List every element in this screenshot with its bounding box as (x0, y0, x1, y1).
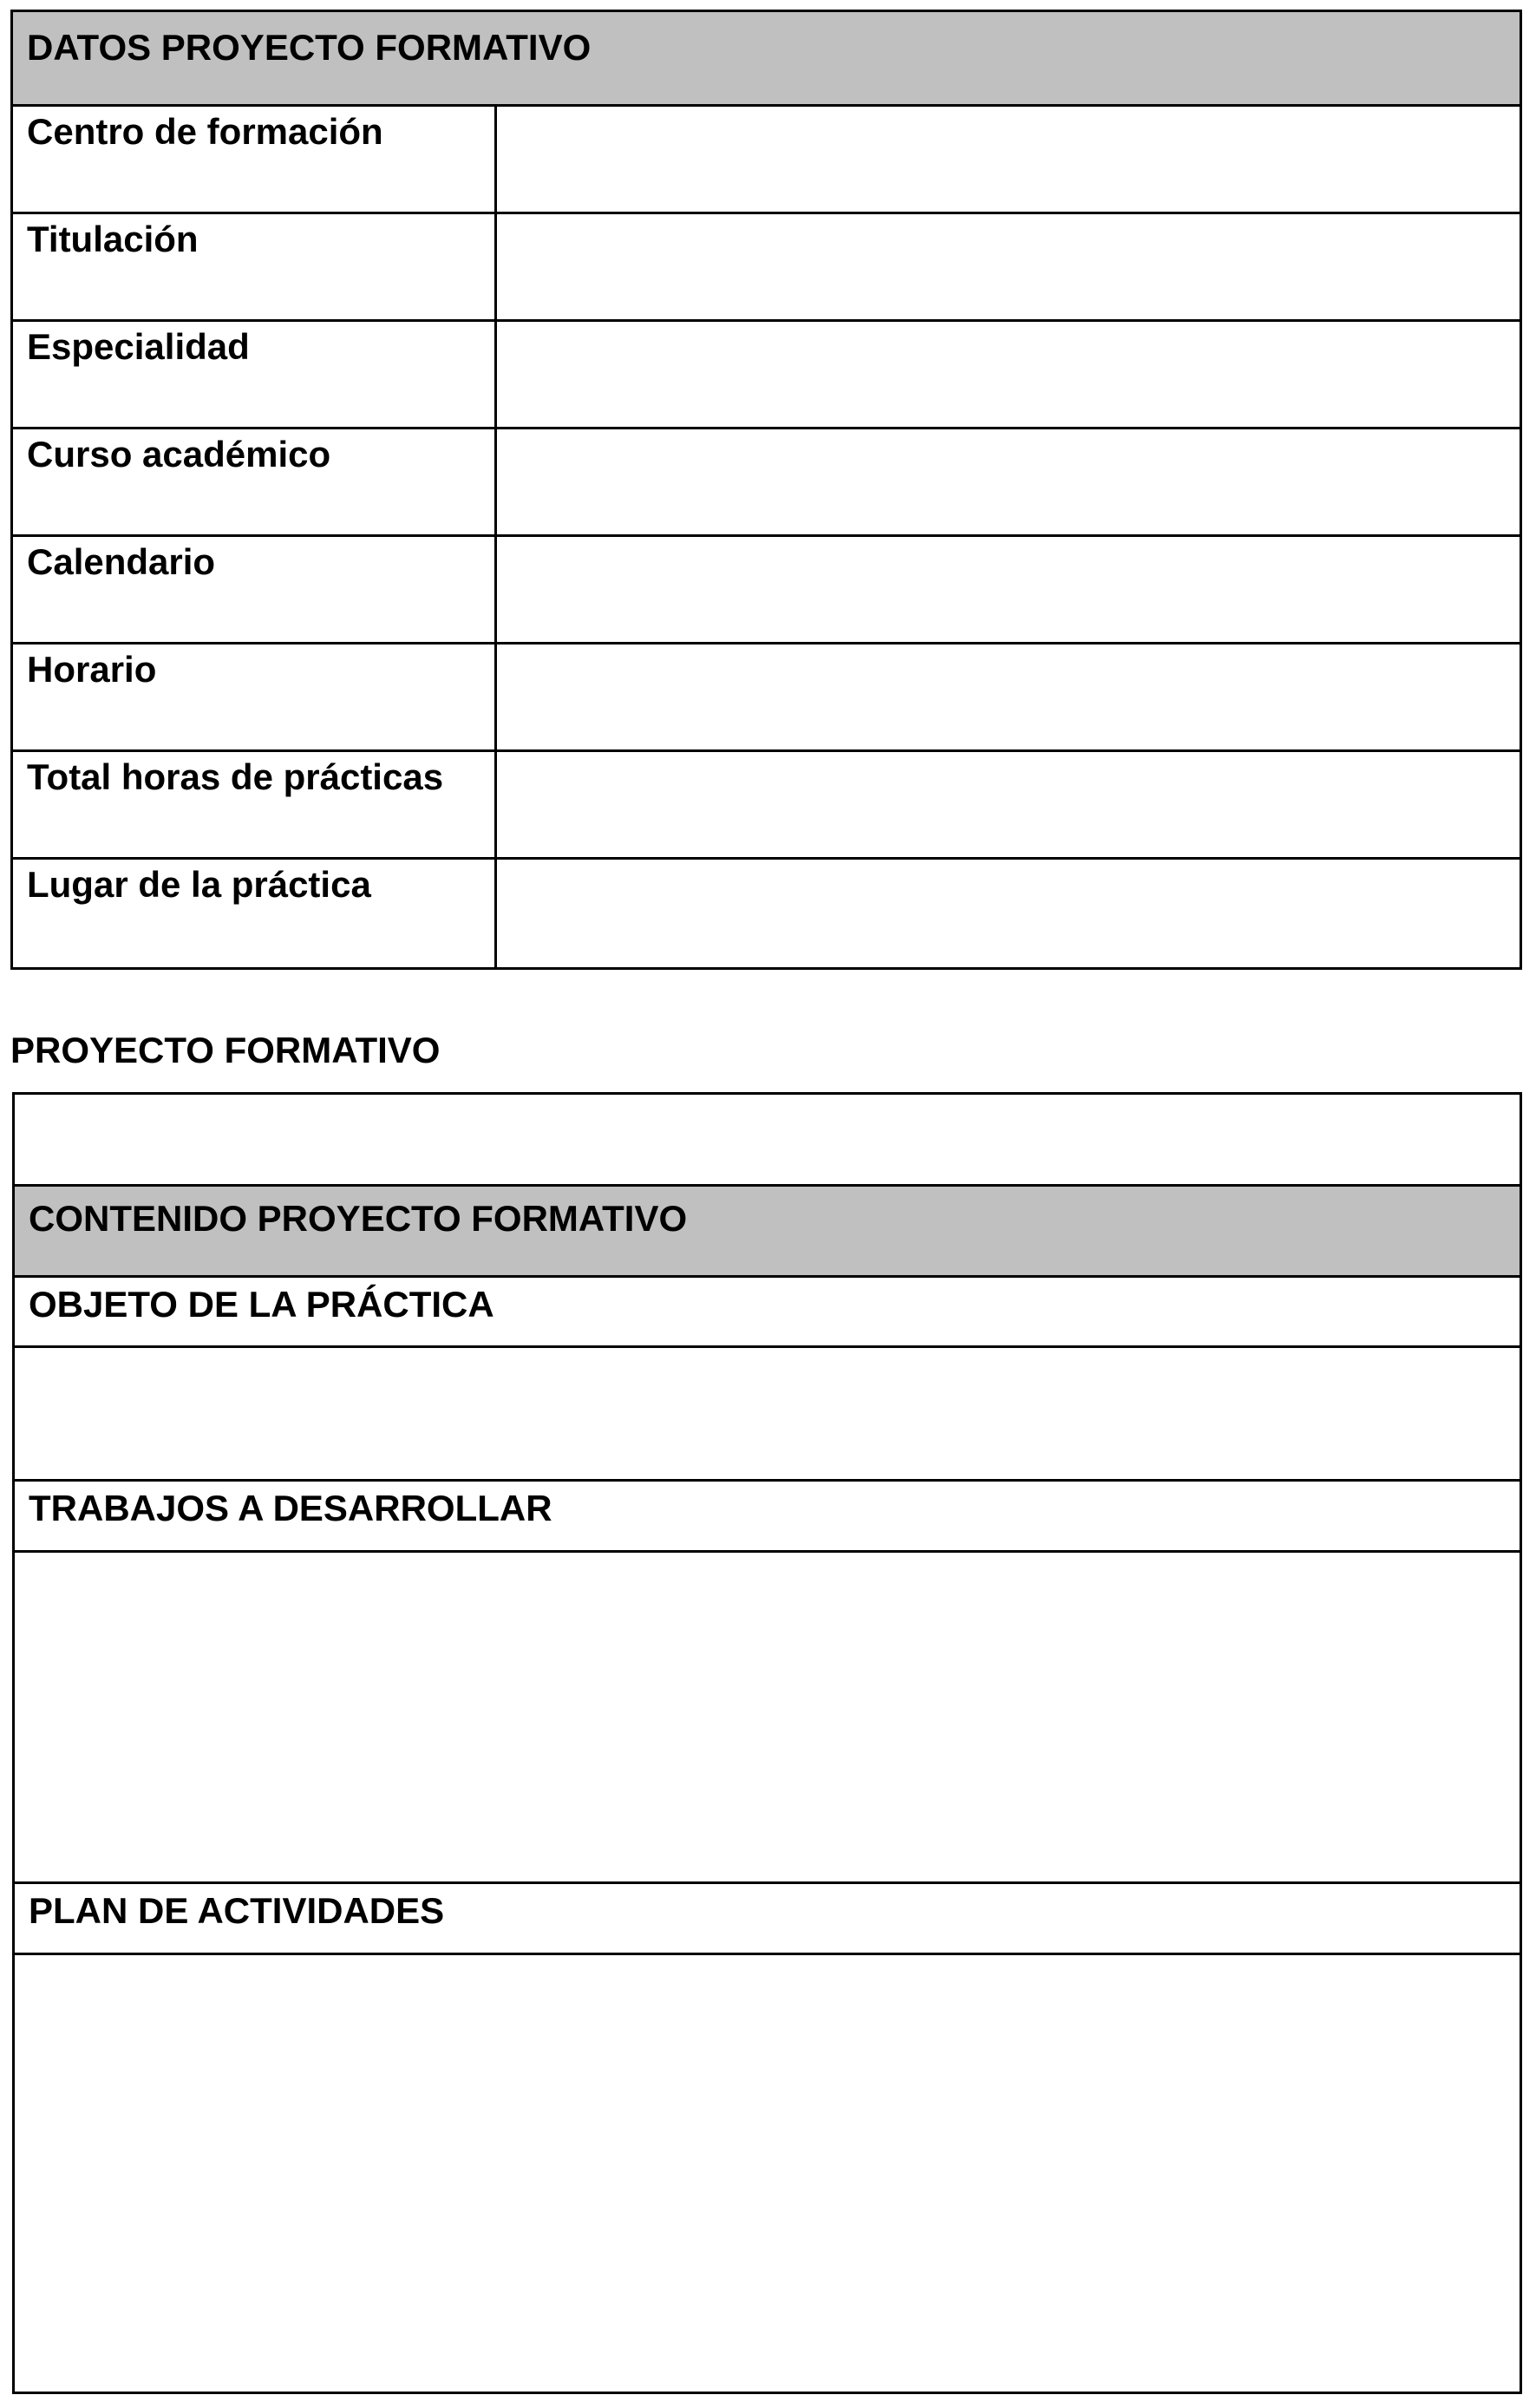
lugar-field[interactable] (497, 860, 1520, 967)
row-label: Total horas de prácticas (13, 752, 497, 857)
table-row (13, 537, 1520, 645)
row-label: Centro de formación (13, 107, 497, 212)
table-row (13, 107, 1520, 214)
trabajos-label: TRABAJOS A DESARROLLAR (15, 1482, 1520, 1553)
table-row (13, 214, 1520, 322)
table-row (13, 429, 1520, 537)
row-label: Especialidad (13, 322, 497, 427)
row-label: Lugar de la práctica (13, 860, 497, 967)
datos-header: DATOS PROYECTO FORMATIVO (13, 12, 1520, 107)
table-row (13, 860, 1520, 967)
centro-field[interactable] (497, 107, 1520, 212)
horario-field[interactable] (497, 645, 1520, 749)
curso-field[interactable] (497, 429, 1520, 534)
especialidad-field[interactable] (497, 322, 1520, 427)
objeto-field[interactable] (15, 1348, 1520, 1482)
calendario-field[interactable] (497, 537, 1520, 642)
section-title: PROYECTO FORMATIVO (10, 1030, 441, 1070)
table-row (13, 322, 1520, 429)
datos-proyecto-table (10, 10, 1522, 970)
row-label: Horario (13, 645, 497, 749)
row-label: Curso académico (13, 429, 497, 534)
proyecto-table (12, 1092, 1522, 2394)
proyecto-blank-field[interactable] (15, 1095, 1520, 1187)
horas-field[interactable] (497, 752, 1520, 857)
trabajos-field[interactable] (15, 1553, 1520, 1884)
row-label: Titulación (13, 214, 497, 319)
titulacion-field[interactable] (497, 214, 1520, 319)
objeto-label: OBJETO DE LA PRÁCTICA (15, 1278, 1520, 1348)
row-label: Calendario (13, 537, 497, 642)
table-row (13, 645, 1520, 752)
plan-label: PLAN DE ACTIVIDADES (15, 1884, 1520, 1955)
contenido-header: CONTENIDO PROYECTO FORMATIVO (15, 1187, 1520, 1278)
table-row (13, 752, 1520, 860)
plan-field[interactable] (15, 1955, 1520, 2392)
